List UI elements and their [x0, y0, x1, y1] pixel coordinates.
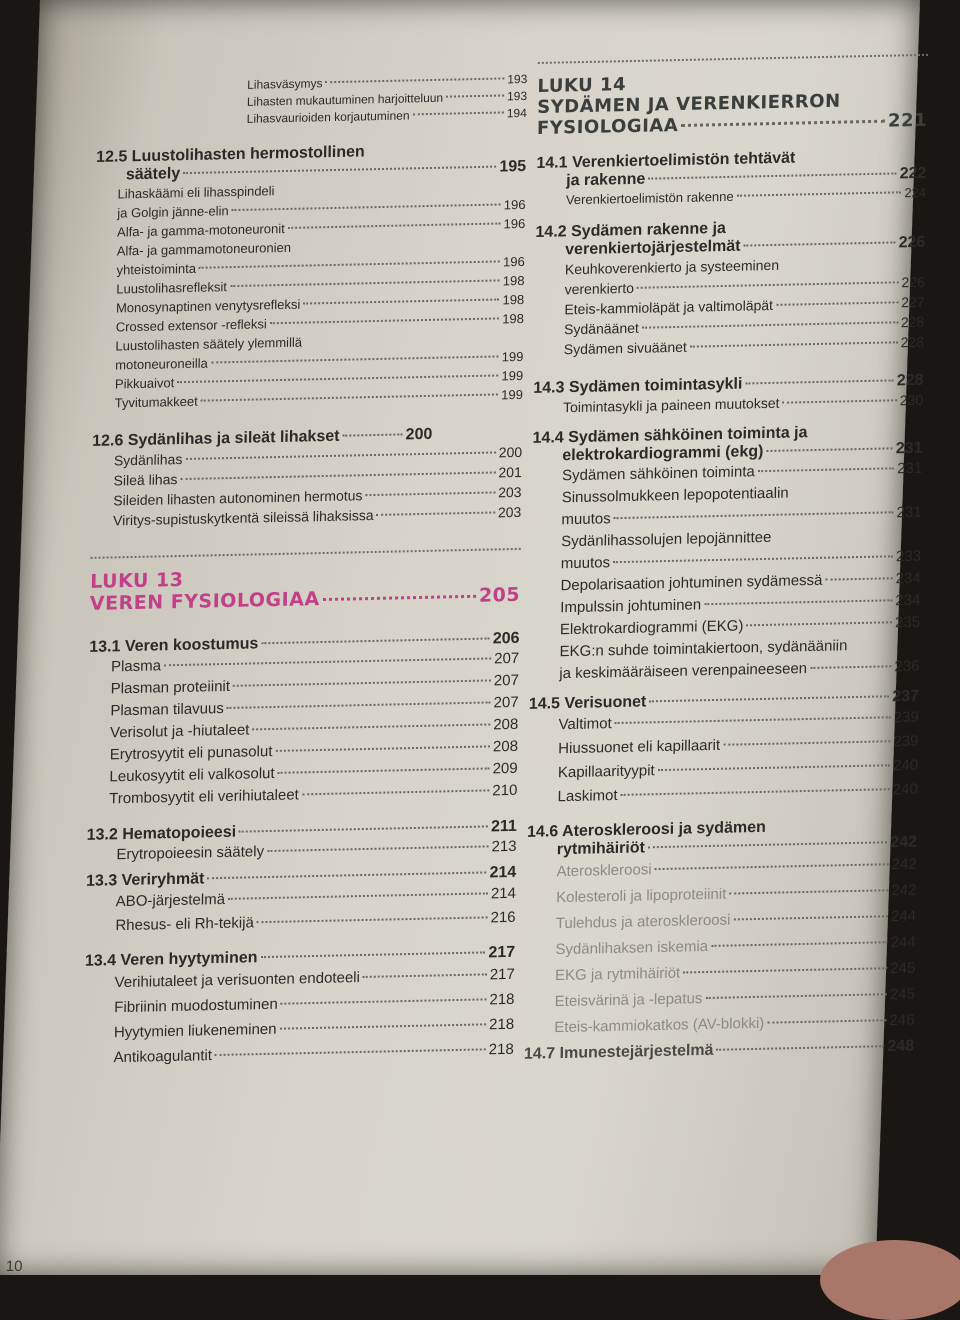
toc-entry-title: Eteisvärinä ja -lepatus [554, 990, 703, 1011]
toc-entry-page: 203 [498, 483, 522, 501]
dot-leader [413, 111, 504, 115]
toc-entry-title: Kapillaarityypit [557, 762, 655, 782]
dot-leader [729, 889, 888, 894]
toc-entry-title: Valtimot [558, 715, 612, 734]
toc-entry-title: Sydänlihaksen iskemia [555, 937, 709, 959]
toc-entry-title: muutos [560, 554, 611, 573]
divider [538, 54, 928, 64]
toc-entry-title: Depolarisaation johtuminen sydämessä [560, 571, 823, 595]
toc-entry-title: muutos [561, 510, 611, 529]
thumb [820, 1240, 960, 1320]
toc-entry-title: Verenkiertoelimistön rakenne [565, 188, 734, 208]
toc-entry-line: Lihaskäämi eli lihasspindeli [117, 183, 275, 202]
dot-leader [655, 863, 889, 870]
chapter-14-heading: LUKU 14 SYDÄMEN JA VERENKIERRON FYSIOLOGIAA 221 [536, 74, 928, 139]
toc-entry-page: 199 [501, 348, 524, 365]
toc-entry-title: ABO-järjestelmä [115, 890, 226, 911]
dot-leader [658, 764, 890, 771]
dot-leader [227, 701, 491, 709]
dot-leader [228, 892, 488, 899]
toc-entry-page: 218 [489, 990, 515, 1009]
dot-leader [288, 222, 501, 228]
dot-leader [270, 317, 499, 324]
toc-entry-title: Leukosyytit eli valkosolut [109, 764, 275, 786]
toc-entry-page: 207 [494, 649, 520, 668]
toc-entry-page: 242 [891, 855, 917, 874]
toc-entry-page: 208 [492, 737, 519, 756]
section-13-1: 13.1 Veren koostumus 206 [89, 629, 520, 656]
dot-leader [252, 723, 490, 730]
toc-entry-title: Tulehdus ja ateroskleroosi [555, 911, 731, 933]
dot-leader [690, 341, 898, 347]
dot-leader [275, 745, 490, 751]
section-13-3: 13.3 Veriryhmät 214 [85, 863, 517, 890]
divider [91, 548, 521, 559]
toc-entry-page: 198 [502, 272, 525, 289]
section-14-6: 14.6 Ateroskleroosi ja sydämen rytmihäiriöt 242 [526, 818, 918, 859]
toc-entry-line: Alfa- ja gammamotoneuronien [116, 239, 292, 259]
toc-entry-page: 203 [497, 503, 522, 521]
toc-entry-title: Tyvitumakkeet [114, 393, 198, 411]
toc-entry-title: Verisolut ja -hiutaleet [109, 721, 250, 742]
toc-entry-page: 218 [488, 1015, 515, 1034]
toc-entry-page: 239 [893, 732, 919, 751]
toc-entry-title: Alfa- ja gamma-motoneuronit [116, 220, 285, 240]
dot-leader [737, 191, 902, 196]
toc-entry-line: Keuhkoverenkierto ja systeeminen [564, 256, 780, 278]
section-14-5: 14.5 Verisuonet 237 [528, 687, 920, 713]
dot-leader [825, 577, 892, 580]
toc-entry-title: yhteistoiminta [116, 260, 197, 278]
toc-entry-page: 198 [502, 291, 525, 308]
toc-entry-title: Sydämen sivuäänet [563, 338, 687, 358]
toc-entry-title: Antikoagulantit [113, 1047, 213, 1067]
toc-entry-page: 209 [492, 759, 518, 778]
toc-entry-title: Monosynaptinen venytysrefleksi [115, 296, 301, 316]
toc-entry-title: Sileä lihas [113, 471, 178, 489]
toc-entry-title: Pikkuaivot [114, 375, 175, 392]
toc-entry-page: 214 [490, 884, 517, 903]
toc-entry-title: Toimintasykli ja paineen muutokset [562, 394, 780, 416]
dot-leader [185, 451, 495, 459]
dot-leader [215, 1048, 486, 1056]
toc-entry-page: 199 [501, 367, 524, 384]
toc-entry-page: 207 [493, 671, 520, 690]
dot-leader [280, 1023, 487, 1029]
toc-left-column [83, 71, 527, 1071]
toc-entry-title: Sydämen sähköinen toiminta [561, 463, 755, 485]
toc-entry-page: 199 [501, 386, 524, 403]
dot-leader [303, 298, 499, 304]
dot-leader [704, 599, 892, 605]
dot-leader [810, 665, 891, 669]
toc-entry-line: Sinussolmukkeen lepopotentiaalin [561, 484, 789, 507]
toc-entry-page: 207 [493, 693, 519, 712]
toc-entry-page: 244 [890, 933, 916, 952]
toc-entry-title: Hiussuonet eli kapillaarit [558, 736, 721, 758]
dot-leader [733, 915, 888, 920]
toc-entry-title: Viritys-supistuskytkentä sileissä lihaksissa [112, 506, 374, 529]
toc-entry-title: ja keskimääräiseen verenpaineeseen [559, 660, 808, 683]
toc-entry-title: Plasman proteiinit [110, 677, 231, 698]
section-13-4: 13.4 Veren hyytyminen 217 [84, 943, 516, 970]
toc-entry-page: 196 [503, 215, 526, 232]
dot-leader [723, 740, 890, 746]
toc-entry-page: 245 [889, 985, 916, 1004]
dot-leader [621, 788, 890, 796]
toc-entry-page: 226 [901, 273, 925, 291]
toc-entry-title: Trombosyytit eli verihiutaleet [109, 786, 299, 808]
toc-entry-page: 217 [489, 965, 515, 984]
toc-entry-title: verenkierto [564, 279, 635, 298]
toc-entry-title: Sileiden lihasten autonominen hermotus [113, 487, 363, 509]
toc-entry-title: Elektrokardiogrammi (EKG) [559, 617, 744, 639]
toc-entry-page: 230 [899, 391, 924, 409]
section-14-3: 14.3 Sydämen toimintasykli 228 [533, 371, 924, 397]
toc-entry-title: Eteis-kammiokatkos (AV-blokki) [554, 1014, 765, 1037]
toc-entry-title: Erytrosyytit eli punasolut [109, 742, 273, 764]
toc-entry-title: Sydänlihas [113, 451, 183, 469]
dot-leader [614, 511, 894, 519]
toc-entry-title: Lihasvaurioiden korjautuminen [246, 108, 410, 126]
toc-entry-title: Plasman tilavuus [110, 700, 224, 720]
dot-leader [164, 657, 491, 666]
toc-entry-page: 233 [895, 547, 922, 566]
toc-entry-line: Sydänlihassolujen lepojännittee [561, 528, 772, 551]
toc-entry-title: ja Golgin jänne-elin [117, 203, 229, 221]
toc-entry-page: 240 [892, 780, 918, 799]
dot-leader [363, 973, 487, 978]
toc-entry-page: 198 [502, 310, 525, 327]
toc-entry-title: Impulssin johtuminen [560, 596, 702, 617]
dot-leader [177, 374, 498, 383]
toc-entry-page: 210 [492, 781, 518, 800]
toc-entry-page: 235 [894, 613, 921, 632]
chapter-13-heading: LUKU 13 VEREN FYSIOLOGIAA 205 [89, 568, 521, 615]
dot-leader [767, 1019, 886, 1023]
toc-entry-title: Hyytymien liukeneminen [113, 1020, 277, 1042]
toc-entry-title: Fibriinin muodostuminen [114, 995, 278, 1017]
dot-leader [758, 467, 894, 472]
toc-entry-title: Verihiutaleet ja verisuonten endoteeli [114, 969, 361, 992]
dot-leader [281, 998, 487, 1004]
toc-entry-page: 242 [891, 881, 917, 900]
toc-entry-page: 231 [897, 459, 923, 478]
toc-entry-page: 244 [890, 907, 917, 926]
section-14-2: 14.2 Sydämen rakenne ja verenkiertojärjestelmät 226 [535, 219, 926, 259]
toc-entry-title: Luustolihasrefleksit [116, 279, 228, 297]
dot-leader [365, 491, 495, 496]
section-14-4: 14.4 Sydämen sähköinen toiminta ja elektrokardiogrammi (ekg) 231 [532, 424, 923, 465]
section-12-6: 12.6 Sydänlihas ja sileät lihakset 200 [92, 425, 433, 450]
toc-entry-title: Sydänäänet [563, 319, 639, 338]
dot-leader [257, 916, 488, 923]
toc-entry-page: 193 [507, 71, 528, 87]
dot-leader [180, 471, 495, 480]
dot-leader [782, 399, 896, 403]
toc-entry-page: 208 [493, 715, 519, 734]
dot-leader [642, 321, 898, 328]
toc-entry-page: 196 [502, 253, 525, 270]
toc-entry-page: 216 [490, 908, 516, 927]
dot-leader [746, 621, 892, 626]
dot-leader [232, 203, 501, 211]
toc-entry-page: 193 [506, 88, 528, 104]
toc-entry-title: Plasma [110, 657, 162, 676]
toc-entry-page: 227 [901, 293, 925, 311]
toc-entry-page: 218 [488, 1040, 514, 1059]
dot-leader [199, 260, 500, 268]
dot-leader [230, 279, 500, 287]
section-12-5: 12.5 Luustolihasten hermostollinen säätely 195 [96, 143, 527, 184]
toc-entry-title: Kolesteroli ja lipoproteiinit [556, 885, 727, 907]
dot-leader [326, 77, 505, 83]
dot-leader [615, 716, 891, 724]
dot-leader [776, 301, 898, 306]
toc-entry-page: 228 [900, 333, 925, 351]
toc-entry-page: 239 [893, 708, 919, 727]
dot-leader [211, 355, 499, 363]
toc-entry-title: motoneuroneilla [115, 355, 208, 373]
section-14-1: 14.1 Verenkiertoelimistön tehtävät ja rakenne 222 [536, 149, 927, 190]
toc-entry-title: Eteis-kammioläpät ja valtimoläpät [564, 296, 774, 318]
toc-entry-title: Laskimot [557, 786, 618, 806]
toc-entry-page: 194 [506, 105, 527, 121]
dot-leader [683, 967, 887, 973]
toc-entry-page: 200 [498, 443, 523, 461]
toc-entry-title: Rhesus- eli Rh-tekijä [115, 914, 254, 935]
toc-entry-title: Crossed extensor -refleksi [115, 316, 267, 335]
toc-entry-title: Lihasväsymys [247, 76, 323, 92]
dot-leader [705, 993, 887, 999]
dot-leader [233, 679, 491, 686]
dot-leader [201, 393, 498, 401]
dot-leader [446, 94, 504, 97]
dot-leader [278, 767, 490, 773]
toc-entry-page: 234 [895, 591, 921, 610]
toc-entry-title: Ateroskleroosi [556, 861, 652, 881]
toc-entry-page: 236 [894, 657, 920, 676]
dot-leader [613, 555, 893, 563]
toc-entry-page: 213 [491, 837, 517, 856]
toc-entry-page: 245 [890, 959, 916, 978]
toc-entry-page: 201 [498, 463, 522, 481]
toc-entry-line: Luustolihasten säätely ylemmillä [115, 334, 303, 354]
dot-leader [711, 941, 888, 947]
dot-leader [267, 845, 489, 852]
toc-entry-line: EKG:n suhde toimintakiertoon, sydänääniin [559, 637, 848, 661]
page-number: 10 [5, 1258, 23, 1275]
section-13-2: 13.2 Hematopoieesi 211 [86, 817, 517, 844]
toc-entry-page: 246 [889, 1011, 915, 1030]
toc-entry-title: Erytropoieesin säätely [116, 843, 265, 864]
toc-entry-page: 234 [895, 569, 921, 588]
toc-entry-page: 228 [900, 313, 925, 331]
toc-entry-page: 240 [892, 756, 919, 775]
toc-entry-page: 196 [503, 196, 526, 213]
toc-entry-page: 231 [896, 503, 922, 522]
dot-leader [302, 789, 490, 795]
dot-leader [637, 281, 899, 288]
toc-entry-page: 224 [904, 184, 927, 201]
toc-right-column [524, 54, 928, 1064]
section-14-7: 14.7 Imunestejärjestelmä 248 [523, 1037, 915, 1063]
toc-entry-title: Lihasten mukautuminen harjoitteluun [246, 90, 444, 109]
toc-entry-title: EKG ja rytmihäiriöt [554, 964, 681, 985]
dot-leader [377, 511, 495, 515]
